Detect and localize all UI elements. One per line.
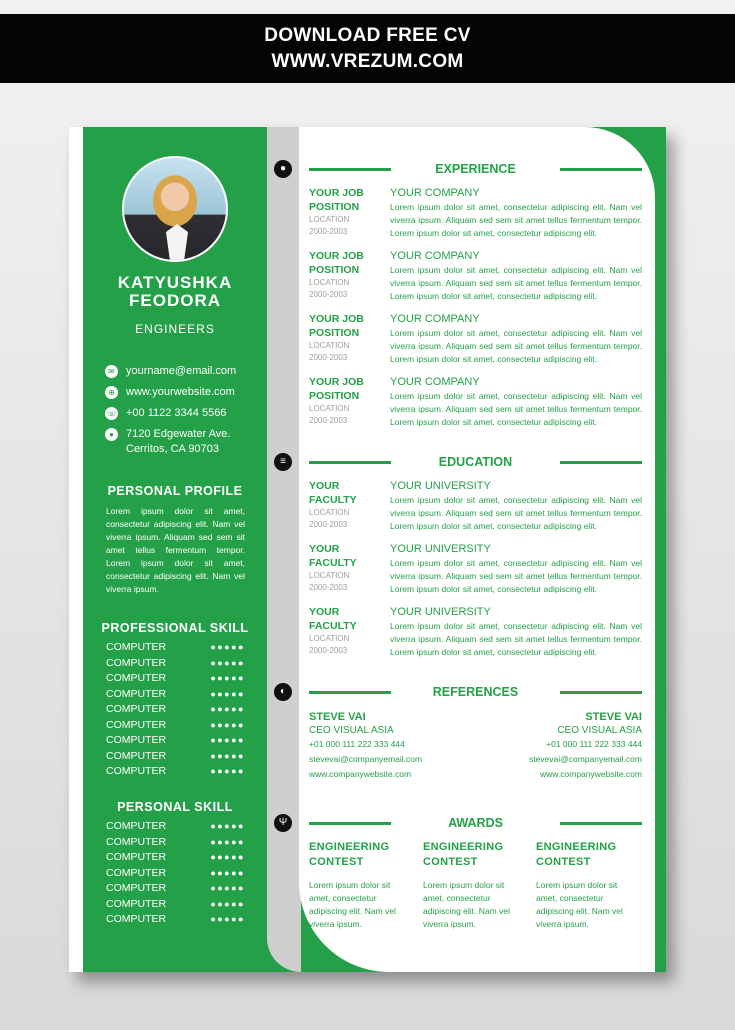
address-text [126, 427, 230, 457]
entry-organization: YOUR COMPANY [390, 250, 480, 262]
skill-row [106, 671, 245, 687]
skill-name: COMPUTER [106, 913, 167, 925]
award-title-line-2: CONTEST [423, 856, 478, 868]
skill-rating-dots: ●●●●● [210, 673, 245, 683]
skill-row [106, 640, 245, 656]
skill-row [106, 687, 245, 703]
entry-years: 2000-2003 [309, 646, 348, 655]
skill-name: COMPUTER [106, 882, 167, 894]
first-name: KATYUSHKA [117, 273, 233, 292]
trophy-icon: Ψ [274, 814, 292, 832]
skill-name: COMPUTER [106, 897, 167, 910]
professional-skill-list [106, 640, 245, 780]
reference-email: stevevai@companyemail.com [528, 754, 642, 764]
entry-title-line-2: POSITION [309, 201, 360, 213]
skill-name: COMPUTER [106, 734, 167, 746]
location-pin-icon: ● [105, 428, 118, 441]
reference-company: CEO VISUAL ASIA [557, 725, 642, 736]
entry-description: Lorem ipsum dolor sit amet, consectetur adipiscing elit. Nam vel viverra ipsum. Aliquam sed sem sit amet tellus fermentum tempor. Lorem ipsum dolor sit amet, consectetur adipiscing elit. [390, 265, 642, 301]
skill-row [106, 835, 245, 851]
skill-name: COMPUTER [106, 641, 167, 653]
professional-skill-title: PROFESSIONAL SKILL [101, 621, 249, 635]
skill-rating-dots: ●●●●● [210, 883, 245, 893]
entry-years: 2000-2003 [309, 290, 348, 299]
entry-item [309, 605, 642, 665]
skill-row [106, 718, 245, 734]
entry-location: LOCATION [309, 215, 350, 224]
skill-rating-dots: ●●●●● [210, 898, 245, 909]
skill-name: COMPUTER [106, 703, 167, 715]
phone-icon: ☏ [106, 409, 117, 418]
entry-location: LOCATION [309, 634, 350, 643]
entry-years: 2000-2003 [309, 416, 348, 425]
banner-line-1: DOWNLOAD FREE CV [264, 25, 471, 46]
skill-rating-dots: ●●●●● [210, 836, 245, 847]
graduation-cap-icon: ≡ [274, 453, 292, 471]
reference-website: www.companywebsite.com [309, 769, 412, 779]
entry-item [309, 479, 642, 539]
award-item [423, 840, 523, 931]
skill-row [106, 819, 245, 835]
entry-years: 2000-2003 [309, 227, 348, 236]
phone-text: +00 1122 3344 5566 [126, 407, 227, 419]
entry-years: 2000-2003 [309, 583, 348, 592]
entry-item [309, 375, 642, 435]
entry-description: Lorem ipsum dolor sit amet, consectetur adipiscing elit. Nam vel viverra ipsum. Aliquam sed sem sit amet tellus fermentum tempor. Lorem ipsum dolor sit amet, consectetur adipiscing elit. [390, 558, 642, 594]
awards-title: AWARDS [448, 816, 503, 830]
award-title-line-1: ENGINEERING [423, 841, 504, 853]
contact-website [105, 385, 235, 400]
skill-rating-dots: ●●●●● [210, 914, 245, 924]
contact-email [105, 364, 236, 379]
last-name: FEODORA [129, 291, 221, 310]
skill-name: COMPUTER [106, 866, 167, 879]
skill-row [106, 656, 245, 672]
awards-heading [309, 815, 642, 831]
cv-sheet [69, 127, 666, 972]
entry-location: LOCATION [309, 278, 350, 287]
person-role: ENGINEERS [135, 322, 215, 336]
skill-rating-dots: ●●●●● [210, 735, 245, 745]
entry-item [309, 312, 642, 372]
skill-row [106, 866, 245, 882]
profile-text: Lorem ipsum dolor sit amet, consectetur adipiscing elit. Nam vel viverra ipsum. Aliquam sed sem sit amet tellus fermentum tempor. Lorem ipsum dolor sit amet, consectetur adipiscing elit. Nam vel viverra ipsum. [106, 506, 245, 594]
entry-location: LOCATION [309, 508, 350, 517]
skill-name: COMPUTER [106, 851, 167, 863]
skill-rating-dots: ●●●●● [210, 688, 245, 699]
profile-photo [122, 156, 228, 262]
award-item [309, 840, 409, 931]
download-banner [0, 14, 735, 83]
reference-phone: +01 000 111 222 333 444 [546, 739, 642, 749]
entry-title [309, 186, 387, 214]
email-icon: ✉ [105, 365, 118, 378]
references-heading [309, 684, 642, 700]
speech-bubble-icon: ◐ [274, 683, 292, 701]
personal-skill-title: PERSONAL SKILL [117, 800, 233, 814]
skill-name: COMPUTER [106, 835, 167, 848]
skill-row [106, 912, 245, 928]
skill-name: COMPUTER [106, 687, 167, 700]
entry-description: Lorem ipsum dolor sit amet, consectetur adipiscing elit. Nam vel viverra ipsum. Aliquam sed sem sit amet tellus fermentum tempor. Lorem ipsum dolor sit amet, consectetur adipiscing elit. [390, 495, 642, 531]
entry-title [309, 479, 387, 507]
address-line-2: Cerritos, CA 90703 [126, 443, 219, 455]
entry-organization: YOUR COMPANY [390, 376, 480, 388]
award-description: Lorem ipsum dolor sit amet, consectetur adipiscing elit. Nam vel viverra ipsum. [309, 880, 396, 929]
skill-rating-dots: ●●●●● [210, 852, 245, 862]
entry-title-line-1: YOUR [309, 606, 340, 618]
entry-organization: YOUR COMPANY [390, 313, 480, 325]
reference-website: www.companywebsite.com [539, 769, 642, 779]
personal-skill-list [106, 819, 245, 928]
entry-title-line-1: YOUR JOB [309, 187, 364, 199]
email-text: yourname@email.com [126, 365, 237, 377]
skill-rating-dots: ●●●●● [210, 821, 245, 831]
skill-name: COMPUTER [106, 718, 167, 731]
award-title-line-2: CONTEST [536, 856, 591, 868]
award-title-line-2: CONTEST [309, 856, 364, 868]
skill-name: COMPUTER [106, 820, 167, 832]
award-title-line-1: ENGINEERING [536, 841, 617, 853]
education-heading [309, 454, 642, 470]
skill-rating-dots: ●●●●● [210, 867, 245, 878]
entry-title-line-1: YOUR [309, 480, 340, 492]
reference-name: STEVE VAI [309, 711, 366, 723]
skill-rating-dots: ●●●●● [210, 750, 245, 761]
entry-description: Lorem ipsum dolor sit amet, consectetur adipiscing elit. Nam vel viverra ipsum. Aliquam sed sem sit amet tellus fermentum tempor. Lorem ipsum dolor sit amet, consectetur adipiscing elit. [390, 391, 642, 427]
skill-rating-dots: ●●●●● [210, 704, 245, 714]
entry-title [309, 542, 387, 570]
skill-row [106, 881, 245, 897]
entry-organization: YOUR UNIVERSITY [390, 543, 491, 555]
entry-title-line-2: POSITION [309, 327, 360, 339]
skill-row [106, 702, 245, 718]
skill-row [106, 897, 245, 913]
skill-name: COMPUTER [106, 672, 167, 684]
skill-row [106, 749, 245, 765]
timeline-strip [267, 127, 301, 972]
references-title: REFERENCES [432, 685, 519, 699]
entry-title-line-1: YOUR JOB [309, 250, 364, 262]
skill-row [106, 733, 245, 749]
entry-description: Lorem ipsum dolor sit amet, consectetur adipiscing elit. Nam vel viverra ipsum. Aliquam sed sem sit amet tellus fermentum tempor. Lorem ipsum dolor sit amet, consectetur adipiscing elit. [390, 202, 642, 238]
entry-years: 2000-2003 [309, 353, 348, 362]
entry-organization: YOUR UNIVERSITY [390, 606, 491, 618]
experience-title: EXPERIENCE [435, 162, 516, 176]
award-description: Lorem ipsum dolor sit amet, consectetur adipiscing elit. Nam vel viverra ipsum. [536, 880, 623, 929]
person-name [83, 274, 267, 310]
award-description: Lorem ipsum dolor sit amet, consectetur adipiscing elit. Nam vel viverra ipsum. [423, 880, 510, 929]
entry-item [309, 542, 642, 602]
entry-title-line-2: FACULTY [309, 557, 357, 569]
reference-email: stevevai@companyemail.com [309, 754, 423, 764]
entry-location: LOCATION [309, 404, 350, 413]
entry-location: LOCATION [309, 341, 350, 350]
entry-item [309, 186, 642, 246]
award-title-line-1: ENGINEERING [309, 841, 390, 853]
address-line-1: 7120 Edgewater Ave. [126, 428, 231, 440]
entry-title-line-2: POSITION [309, 264, 360, 276]
entry-title [309, 605, 387, 633]
skill-rating-dots: ●●●●● [210, 766, 245, 776]
reference-company: CEO VISUAL ASIA [309, 725, 394, 736]
entry-item [309, 249, 642, 309]
reference-phone: +01 000 111 222 333 444 [309, 739, 405, 749]
entry-title-line-2: FACULTY [309, 494, 357, 506]
skill-name: COMPUTER [106, 656, 167, 669]
reference-item [462, 710, 642, 782]
entry-years: 2000-2003 [309, 520, 348, 529]
entry-organization: YOUR COMPANY [390, 187, 480, 199]
entry-organization: YOUR UNIVERSITY [390, 480, 491, 492]
skill-rating-dots: ●●●●● [210, 719, 245, 730]
profile-title: PERSONAL PROFILE [107, 484, 243, 498]
award-item [536, 840, 636, 931]
skill-name: COMPUTER [106, 749, 167, 762]
entry-location: LOCATION [309, 571, 350, 580]
skill-name: COMPUTER [106, 765, 167, 777]
skill-rating-dots: ●●●●● [210, 642, 245, 652]
entry-title-line-1: YOUR [309, 543, 340, 555]
contact-address [105, 427, 230, 457]
person-icon: ● [274, 160, 292, 178]
experience-heading [309, 161, 642, 177]
entry-description: Lorem ipsum dolor sit amet, consectetur adipiscing elit. Nam vel viverra ipsum. Aliquam sed sem sit amet tellus fermentum tempor. Lorem ipsum dolor sit amet, consectetur adipiscing elit. [390, 328, 642, 364]
contact-phone [105, 406, 226, 421]
banner-line-2: WWW.VREZUM.COM [271, 51, 464, 72]
education-title: EDUCATION [438, 455, 513, 469]
entry-title [309, 375, 387, 403]
entry-title [309, 249, 387, 277]
entry-title-line-1: YOUR JOB [309, 313, 364, 325]
globe-icon: ⊕ [105, 386, 118, 399]
website-text: www.yourwebsite.com [126, 386, 235, 398]
entry-title-line-2: FACULTY [309, 620, 357, 632]
entry-description: Lorem ipsum dolor sit amet, consectetur adipiscing elit. Nam vel viverra ipsum. Aliquam sed sem sit amet tellus fermentum tempor. Lorem ipsum dolor sit amet, consectetur adipiscing elit. [390, 621, 642, 657]
skill-row [106, 764, 245, 780]
entry-title-line-1: YOUR JOB [309, 376, 364, 388]
skill-row [106, 850, 245, 866]
entry-title [309, 312, 387, 340]
skill-rating-dots: ●●●●● [210, 657, 245, 668]
reference-name: STEVE VAI [585, 711, 642, 723]
entry-title-line-2: POSITION [309, 390, 360, 402]
